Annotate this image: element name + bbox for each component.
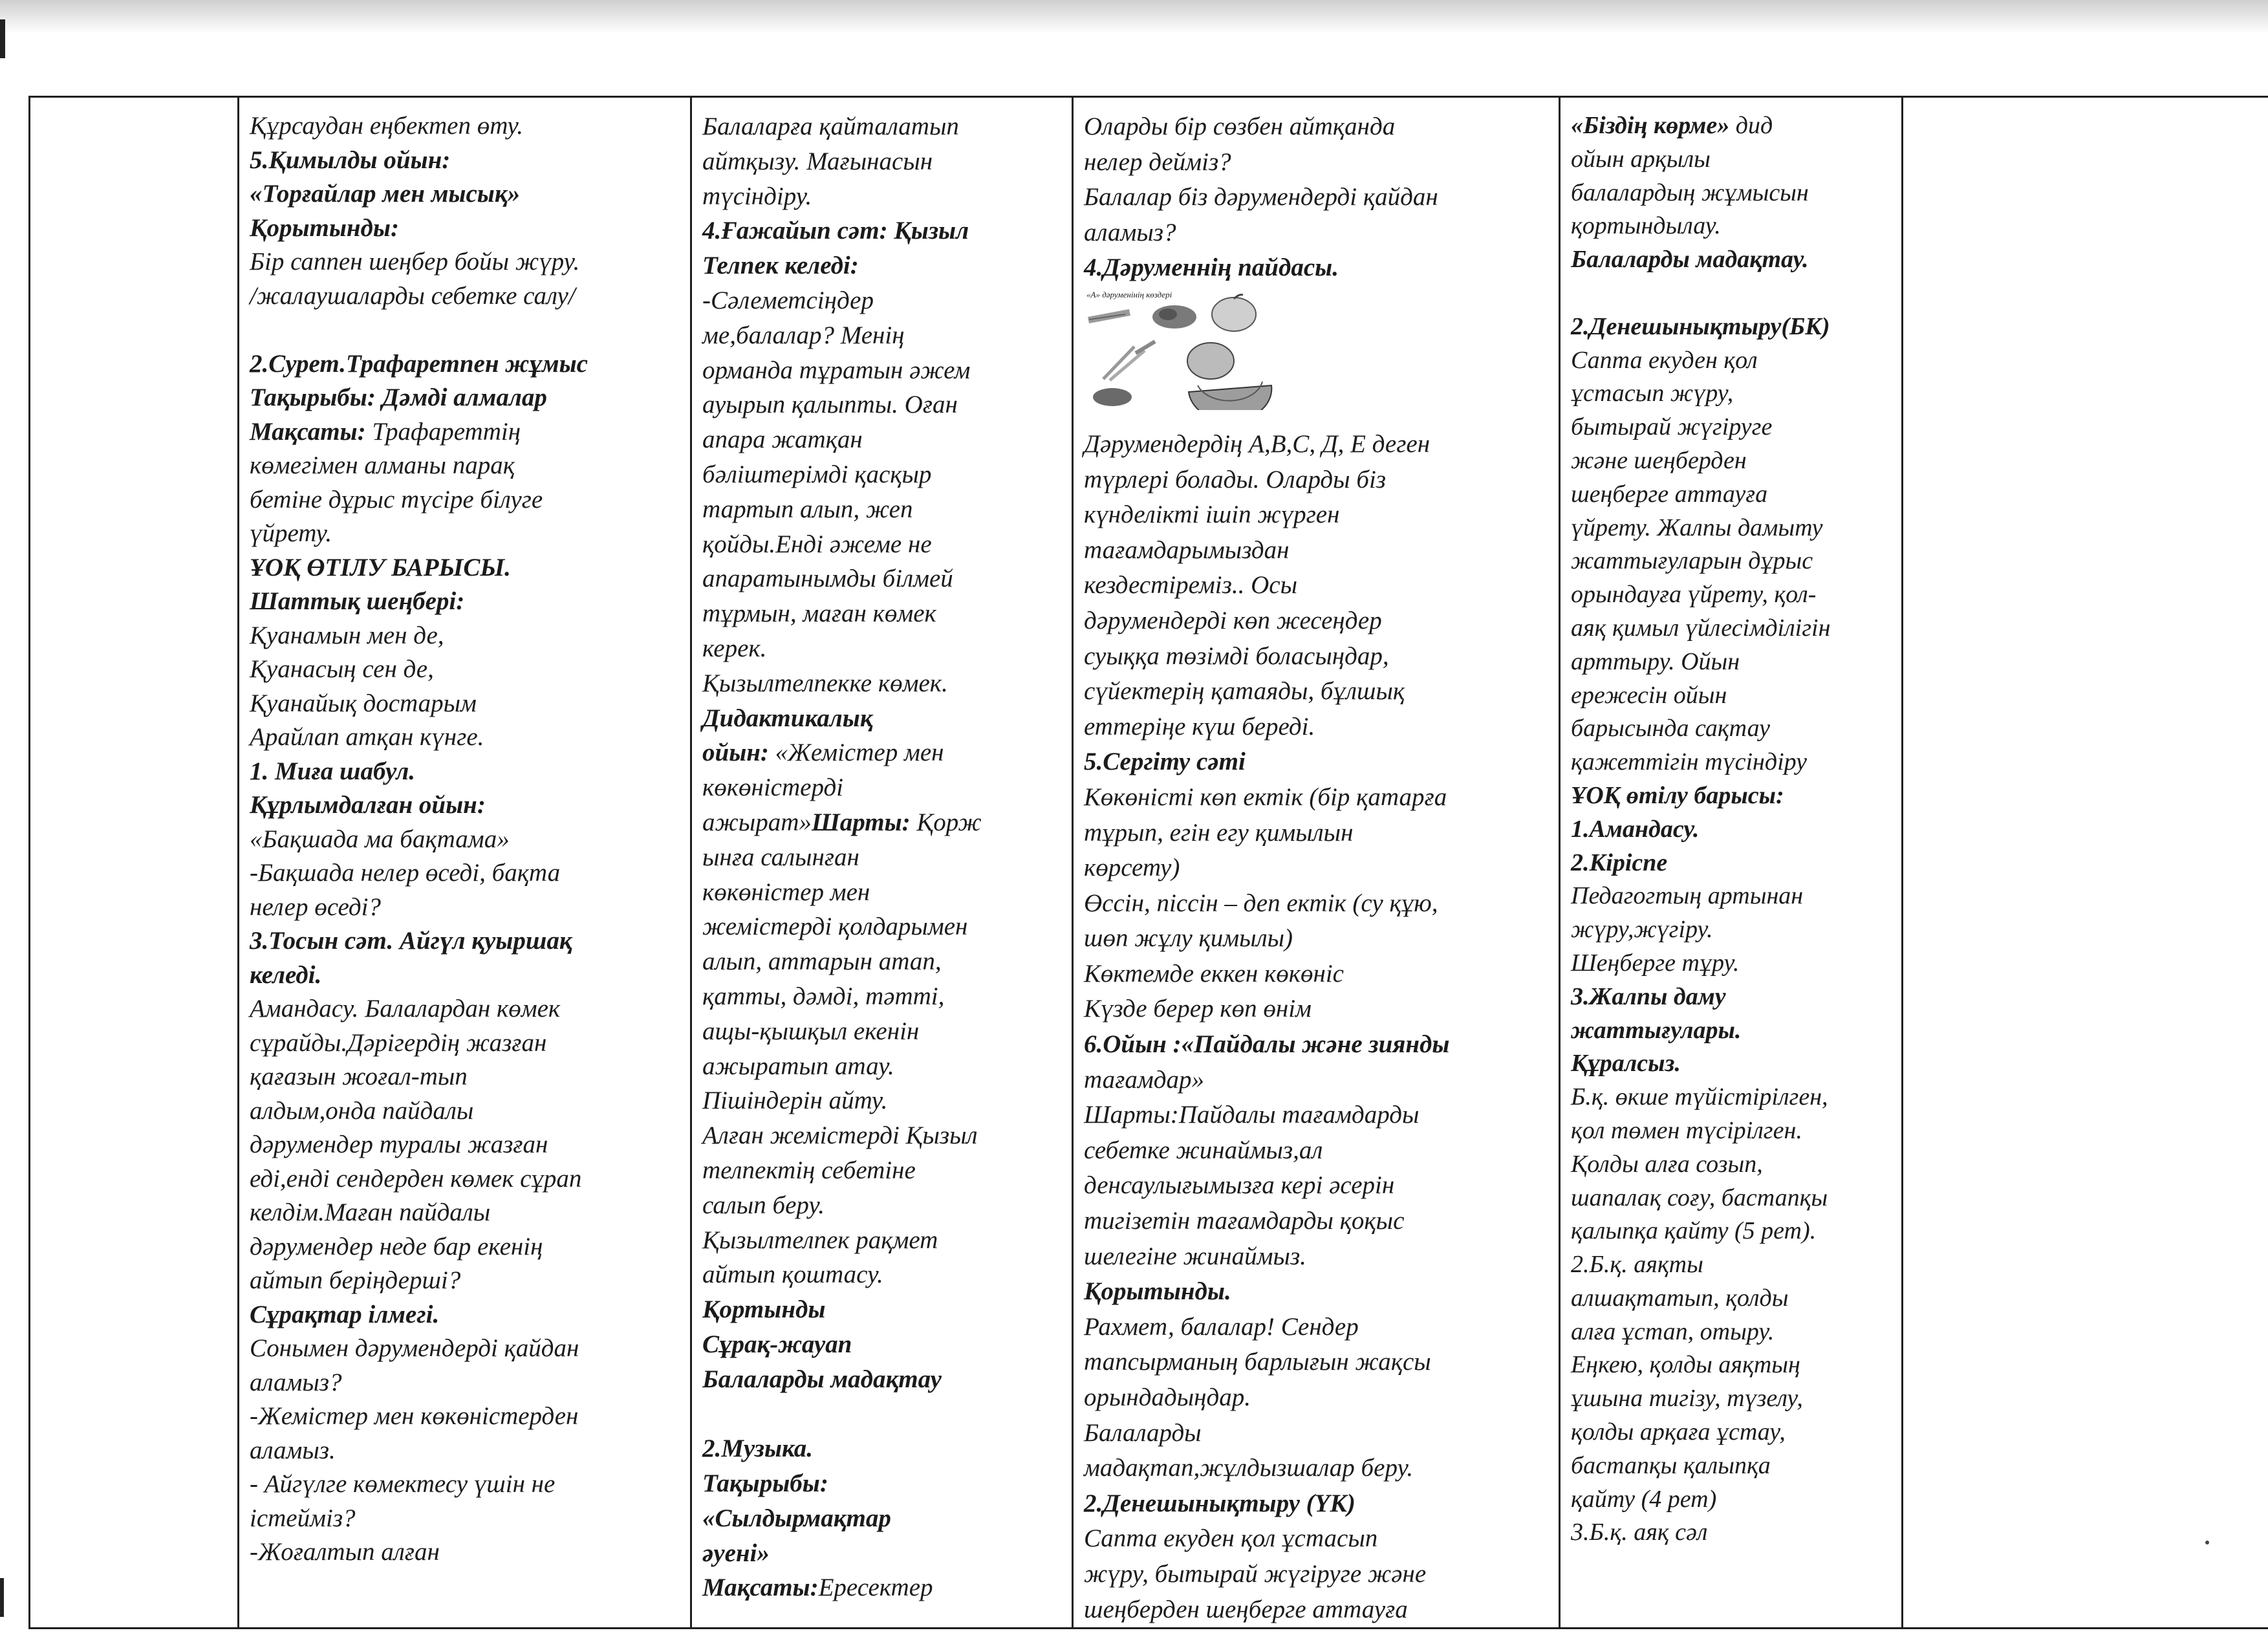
heading-line: ҰОҚ өтілу барысы: [1571, 781, 1784, 809]
text-line: Қолды алға созып, [1571, 1150, 1763, 1178]
heading-line: Құрлымдалған ойын: [250, 791, 486, 819]
text-line: қажеттігін түсіндіру [1571, 748, 1808, 776]
text-line: түсіндіру. [702, 182, 812, 210]
text-line: Көкөністі көп ектік (бір қатарға [1084, 783, 1447, 811]
blank-line [702, 1396, 1061, 1431]
text-line: Сапта екуден қол ұстасып [1084, 1524, 1378, 1553]
text-line: аламыз. [250, 1436, 336, 1464]
text-line: ажыратып атау. [702, 1052, 894, 1080]
heading-line: Тақырыбы: [702, 1469, 828, 1498]
text-line: «Бақшада ма бақтама» [250, 825, 510, 853]
text-line: дәрумендер туралы жазған [250, 1131, 548, 1158]
text-line: тағамдар» [1084, 1065, 1204, 1094]
heading-line: жаттығулары. [1571, 1016, 1742, 1044]
greens-icon [1152, 305, 1196, 329]
text-line: еді,енді сендерден көмек сұрап [250, 1164, 582, 1193]
text-line: -Жемістер мен көкөністерден [250, 1402, 579, 1430]
column-3-text [702, 109, 1061, 1605]
heading-line: «Сылдырмақтар [702, 1504, 891, 1532]
empty-cell-left [30, 97, 239, 1629]
heading-line: 2.Музыка. [702, 1435, 814, 1463]
text-line: Қызылтелпек рақмет [702, 1226, 938, 1254]
text-line: Сонымен дәрумендерді қайдан [250, 1334, 579, 1362]
text-line: Амандасу. Балалардан көмек [250, 995, 561, 1023]
figure-caption: «А» дәруменінің көздері [1086, 289, 1172, 299]
text-line: ұшына тигізу, түзелу, [1571, 1385, 1803, 1413]
text-line: -Сәлеметсіңдер [702, 286, 874, 314]
column-4-text-bottom [1084, 427, 1548, 1627]
heading-line: Қорытынды. [1084, 1277, 1231, 1306]
heading-line: 5.Сергіту сәті [1084, 748, 1246, 776]
text-line: Оларды бір сөзбен айтқанда [1084, 113, 1396, 140]
text-line: көмегімен алманы парақ [250, 451, 515, 479]
scan-left-mark-bottom [0, 1578, 4, 1617]
text-line: 3.Б.қ. аяқ сәл [1571, 1519, 1708, 1546]
text-line: Мақсаты: Трафареттің [250, 417, 521, 446]
text-line: үйрету. Жалпы дамыту [1571, 514, 1823, 541]
heading-line: 3.Жалпы даму [1571, 982, 1726, 1010]
heading-line: 3.Тосын сәт. Айгүл қуыршақ [250, 927, 572, 955]
column-5-text [1571, 109, 1891, 1550]
carrot-icon [1088, 309, 1130, 323]
text-line: жүру,жүгіру. [1571, 916, 1713, 944]
grain-icon [1093, 388, 1132, 406]
text-line: нелер дейміз? [1084, 147, 1231, 176]
scan-top-edge [0, 0, 2268, 34]
text-line: көкөністер мен [702, 878, 870, 906]
text-line: бәліштерімді қасқыр [702, 460, 932, 488]
text-line: Балалар біз дәрумендерді қайдан [1084, 183, 1438, 211]
cell-column-3 [691, 97, 1073, 1629]
heading-line: 2.Денешынықтыру (ҮК) [1084, 1489, 1355, 1517]
text-line: сұрайды.Дәрігердің жазған [250, 1028, 547, 1057]
scan-left-mark [0, 19, 5, 58]
text-line: ажырат»Шарты: Қорж [702, 808, 982, 836]
blank-line [250, 313, 680, 347]
text-line: орманда тұратын әжем [702, 356, 971, 384]
heading-line: Қорытынды: [250, 213, 399, 242]
heading-line: «Торғайлар мен мысық» [250, 180, 521, 208]
text-line: керек. [702, 634, 767, 662]
text-line: аяқ қимыл үйлесімділігін [1571, 614, 1831, 642]
text-line: алдым,онда пайдалы [250, 1096, 474, 1125]
text-line: ауырып қалыпты. Оған [702, 391, 958, 419]
heading-line: Шаттық шеңбері: [250, 587, 465, 615]
text-line: Еңкею, қолды аяқтың [1571, 1351, 1800, 1379]
text-line: Балаларды [1084, 1418, 1202, 1447]
text-line: тигізетін тағамдарды қоқыс [1084, 1207, 1405, 1235]
text-line: қолды арқаға ұстау, [1571, 1418, 1786, 1446]
text-line: Рахмет, балалар! Сендер [1084, 1312, 1359, 1341]
cell-column-4 [1073, 97, 1560, 1629]
text-line: істейміз? [250, 1504, 356, 1532]
text-line: апаратынымды білмей [702, 565, 953, 593]
text-line: кездестіреміз.. Осы [1084, 571, 1297, 600]
heading-line: 4.Ғажайып сәт: Қызыл [702, 217, 969, 245]
text-line: ойын: «Жемістер мен [702, 739, 944, 767]
text-line: себетке жинаймыз,ал [1084, 1136, 1323, 1164]
cell-column-5 [1560, 97, 1903, 1629]
text-line: шеңберге аттауға [1571, 480, 1768, 508]
text-line: салып беру. [702, 1191, 825, 1219]
heading-line: 1.Амандасу. [1571, 815, 1700, 843]
watermelon-icon [1187, 343, 1271, 410]
text-line: келдім.Маған пайдалы [250, 1198, 491, 1226]
table-row [30, 97, 2268, 1629]
wheat-icon [1103, 341, 1155, 380]
text-line: тапсырманың барлығын жақсы [1084, 1348, 1431, 1376]
text-line: барысында сақтау [1571, 715, 1770, 742]
heading-line: ҰОҚ ӨТІЛУ БАРЫСЫ. [250, 553, 511, 581]
text-line: алшақтатып, қолды [1571, 1284, 1789, 1312]
text-line: Дәрумендердің А,В,С, Д, Е деген [1084, 429, 1431, 458]
text-line: Құрсаудан еңбектеп өту. [250, 112, 524, 140]
heading-line: 1. Миға шабул. [250, 757, 415, 785]
text-line: күнделікті ішіп жүрген [1084, 501, 1340, 529]
heading-line: Сұрақтар ілмегі. [250, 1300, 440, 1328]
heading-line: 6.Ойын :«Пайдалы және зиянды [1084, 1030, 1450, 1059]
text-line: бытырай жүгіруге [1571, 413, 1773, 441]
text-line: көкөністерді [702, 774, 844, 802]
vitamin-a-sources-figure [1084, 288, 1291, 410]
text-line: ынға салынған [702, 843, 859, 871]
empty-cell-right [1903, 97, 2268, 1629]
text-line: Қуанасың сен де, [250, 655, 434, 683]
text-line: қойды.Енді әжеме не [702, 530, 932, 558]
text-line: алға ұстап, отыру. [1571, 1317, 1775, 1345]
text-line: тұрмын, маған көмек [702, 600, 936, 628]
text-line: тартып алып, жеп [702, 495, 913, 523]
text-line: Көктемде еккен көкөніс [1084, 959, 1344, 988]
text-line: Б.қ. өкше түйістірілген, [1571, 1083, 1828, 1111]
heading-line: Балаларды мадақтау [702, 1365, 942, 1393]
text-line: үйрету. [250, 519, 332, 547]
text-line: еттеріңе күш береді. [1084, 712, 1315, 741]
heading-line: 5.Қимылды ойын: [250, 146, 451, 174]
text-line: шөп жұлу қимылы) [1084, 924, 1293, 953]
text-line: орындауға үйрету, қол- [1571, 581, 1817, 609]
text-line: нелер өседі? [250, 893, 381, 921]
text-line: Шарты:Пайдалы тағамдарды [1084, 1101, 1420, 1129]
text-line: тағамдарымыздан [1084, 536, 1290, 564]
text-line: айтқызу. Мағынасын [702, 147, 933, 175]
text-line: Пішіндерін айту. [702, 1087, 888, 1115]
text-line: апара жатқан [702, 426, 863, 454]
text-line: аламыз? [250, 1368, 342, 1396]
text-line: шапалақ соғу, бастапқы [1571, 1184, 1828, 1211]
text-line: аламыз? [1084, 218, 1176, 246]
text-line: қортындылау. [1571, 212, 1721, 240]
text-line: шеңберден шеңберге аттауға [1084, 1595, 1408, 1623]
text-line: түрлері болады. Оларды біз [1084, 465, 1386, 493]
text-line: айтып беріңдерші? [250, 1266, 461, 1294]
text-line: Күзде берер көп өнім [1084, 995, 1312, 1023]
text-line: алып, аттарын атап, [702, 947, 942, 976]
text-line: «Біздің көрме» дид [1571, 112, 1773, 139]
heading-line: әуені» [702, 1539, 770, 1567]
text-line: - Айгүлге көмектесу үшін не [250, 1470, 556, 1498]
heading-line: 2.Сурет.Трафаретпен жұмыс [250, 349, 588, 378]
text-line: Арайлап атқан күнге. [250, 723, 484, 751]
text-line: Қызылтелпекке көмек. [702, 669, 948, 697]
text-line: Шеңберге тұру. [1571, 949, 1740, 977]
heading-line: Балаларды мадақтау. [1571, 246, 1809, 274]
text-line: қатты, дәмді, тәтті, [702, 982, 945, 1010]
text-line: Педагогтың артынан [1571, 882, 1804, 910]
blank-line [1571, 277, 1891, 310]
pumpkin-icon [1212, 295, 1256, 331]
heading-line: Телпек келеді: [702, 252, 859, 280]
heading-line: Тақырыбы: Дәмді алмалар [250, 384, 547, 411]
text-line: қайту (4 рет) [1571, 1485, 1717, 1513]
heading-line: 2.Денешынықтыру(БК) [1571, 312, 1830, 340]
text-line: шелегіне жинаймыз. [1084, 1242, 1306, 1270]
text-line: бетіне дұрыс түсіре білуге [250, 485, 543, 514]
text-line: телпектің себетіне [702, 1156, 916, 1184]
heading-line: келеді. [250, 960, 322, 989]
text-line: айтып қоштасу. [702, 1261, 883, 1289]
cell-column-2 [239, 97, 691, 1629]
text-line: 2.Б.қ. аяқты [1571, 1251, 1703, 1279]
text-line: -Бақшада нелер өседі, бақта [250, 859, 561, 887]
lesson-plan-table [28, 96, 2268, 1629]
text-line: Сапта екуден қол [1571, 346, 1758, 374]
text-line: Қуанамын мен де, [250, 621, 444, 649]
text-line: суыққа төзімді боласыңдар, [1084, 642, 1389, 670]
text-line: ме,балалар? Менің [702, 321, 905, 349]
heading-line: Құралсыз. [1571, 1050, 1681, 1077]
text-line: ережесін ойын [1571, 681, 1727, 709]
text-line: Өссін, піссін – деп ектік (су құю, [1084, 889, 1438, 917]
text-line: дәрумендерді көп жесеңдер [1084, 606, 1382, 634]
heading-line: Дидактикалық [702, 704, 873, 732]
heading-line: 4.Дәруменнің пайдасы. [1084, 254, 1339, 282]
text-line: ұстасып жүру, [1571, 380, 1734, 407]
text-line: Бір саппен шеңбер бойы жүру. [250, 248, 580, 276]
text-line: қалыпқа қайту (5 рет). [1571, 1217, 1817, 1245]
text-line: /жалаушаларды себетке салу/ [250, 281, 576, 310]
text-line: бастапқы қалыпқа [1571, 1451, 1771, 1479]
text-line: қол төмен түсірілген. [1571, 1116, 1802, 1144]
text-line: жүру, бытырай жүгіруге және [1084, 1559, 1427, 1588]
text-line: Мақсаты:Ересектер [702, 1574, 933, 1602]
text-line: және шеңберден [1571, 446, 1747, 474]
text-line: жаттығуларын дұрыс [1571, 547, 1813, 575]
text-line: Балаларға қайталатып [702, 113, 959, 140]
text-line: сүйектерің қатаяды, бұлшық [1084, 677, 1405, 706]
text-line: денсаулығымызға кері әсерін [1084, 1171, 1395, 1200]
text-line: балалардың жұмысын [1571, 179, 1809, 206]
text-line: дәрумендер неде бар екенің [250, 1232, 543, 1261]
text-line: қағазын жоғал-тып [250, 1063, 468, 1090]
text-line: жемістерді қолдарымен [702, 913, 968, 941]
text-line: ащы-қышқыл екенін [702, 1017, 920, 1045]
column-4-text-top [1084, 109, 1548, 286]
text-line: ойын арқылы [1571, 145, 1711, 173]
text-line: арттыру. Ойын [1571, 647, 1740, 675]
text-line: -Жоғалтып алған [250, 1538, 440, 1566]
text-line: көрсету) [1084, 854, 1180, 882]
text-line: тұрып, егін егу қимылын [1084, 818, 1354, 847]
heading-line: Сұрақ-жауап [702, 1330, 852, 1358]
text-line: Алған жемістерді Қызыл [702, 1121, 978, 1150]
text-line: орындадыңдар. [1084, 1383, 1251, 1411]
heading-line: 2.Кіріспе [1571, 849, 1668, 876]
column-2-text [250, 109, 680, 1570]
text-line: Қуанайық достарым [250, 689, 477, 717]
text-line: мадақтап,жұлдызшалар беру. [1084, 1454, 1414, 1482]
heading-line: Қортынды [702, 1295, 826, 1324]
